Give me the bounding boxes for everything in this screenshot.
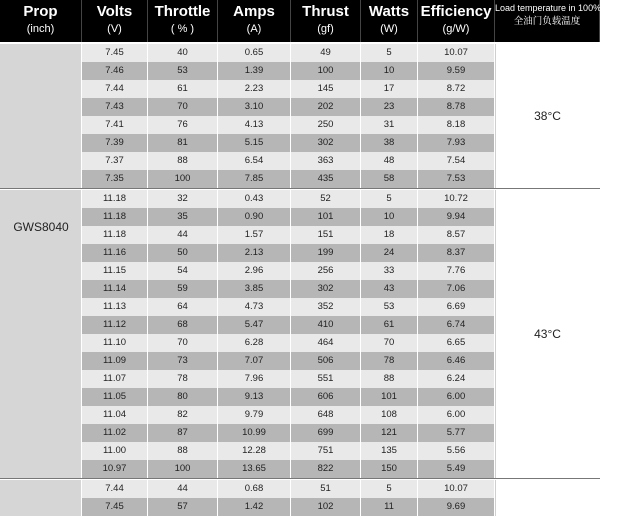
header-unit: (W) bbox=[380, 23, 398, 35]
watts-value: 135 bbox=[361, 442, 418, 460]
header-title: Prop bbox=[23, 3, 58, 20]
throttle-value: 44 bbox=[148, 480, 218, 498]
thrust-value: 435 bbox=[291, 170, 361, 188]
amps-value: 7.85 bbox=[218, 170, 291, 188]
watts-value: 48 bbox=[361, 152, 418, 170]
header-volts bbox=[82, 0, 148, 42]
amps-value: 4.73 bbox=[218, 298, 291, 316]
amps-value: 4.13 bbox=[218, 116, 291, 134]
table-row bbox=[82, 98, 495, 116]
header-watts bbox=[361, 0, 418, 42]
temperature-label: 43°C bbox=[534, 327, 561, 341]
throttle-value: 100 bbox=[148, 170, 218, 188]
volts-value: 11.12 bbox=[82, 316, 148, 334]
table-row bbox=[82, 388, 495, 406]
table-row bbox=[82, 116, 495, 134]
header-unit: (V) bbox=[107, 23, 122, 35]
throttle-value: 40 bbox=[148, 44, 218, 62]
throttle-value: 61 bbox=[148, 80, 218, 98]
efficiency-value: 5.56 bbox=[418, 442, 495, 460]
efficiency-value: 7.06 bbox=[418, 280, 495, 298]
thrust-value: 202 bbox=[291, 98, 361, 116]
temperature-cell bbox=[495, 480, 600, 516]
amps-value: 9.79 bbox=[218, 406, 291, 424]
watts-value: 78 bbox=[361, 352, 418, 370]
efficiency-value: 6.69 bbox=[418, 298, 495, 316]
header-thrust bbox=[291, 0, 361, 42]
header-title: Volts bbox=[96, 3, 133, 20]
table-row bbox=[82, 152, 495, 170]
thrust-value: 52 bbox=[291, 190, 361, 208]
volts-value: 11.14 bbox=[82, 280, 148, 298]
volts-value: 7.43 bbox=[82, 98, 148, 116]
table-row bbox=[82, 316, 495, 334]
throttle-value: 81 bbox=[148, 134, 218, 152]
throttle-value: 32 bbox=[148, 190, 218, 208]
efficiency-value: 6.00 bbox=[418, 388, 495, 406]
amps-value: 0.65 bbox=[218, 44, 291, 62]
volts-value: 11.16 bbox=[82, 244, 148, 262]
amps-value: 0.68 bbox=[218, 480, 291, 498]
table-row bbox=[82, 406, 495, 424]
throttle-value: 44 bbox=[148, 226, 218, 244]
watts-value: 88 bbox=[361, 370, 418, 388]
table-row bbox=[82, 334, 495, 352]
header-title: Amps bbox=[233, 3, 275, 20]
temperature-label: 38°C bbox=[534, 109, 561, 123]
header-amps bbox=[218, 0, 291, 42]
throttle-value: 70 bbox=[148, 98, 218, 116]
efficiency-value: 5.77 bbox=[418, 424, 495, 442]
amps-value: 0.43 bbox=[218, 190, 291, 208]
prop-cell bbox=[0, 480, 82, 516]
watts-value: 70 bbox=[361, 334, 418, 352]
table-row bbox=[82, 352, 495, 370]
efficiency-value: 8.18 bbox=[418, 116, 495, 134]
volts-value: 11.15 bbox=[82, 262, 148, 280]
watts-value: 38 bbox=[361, 134, 418, 152]
thrust-value: 302 bbox=[291, 280, 361, 298]
amps-value: 2.13 bbox=[218, 244, 291, 262]
thrust-value: 506 bbox=[291, 352, 361, 370]
thrust-value: 822 bbox=[291, 460, 361, 478]
header-load-temperature bbox=[495, 0, 631, 42]
thrust-value: 51 bbox=[291, 480, 361, 498]
header-unit: (A) bbox=[246, 23, 262, 35]
thrust-value: 199 bbox=[291, 244, 361, 262]
volts-value: 7.45 bbox=[82, 44, 148, 62]
throttle-value: 64 bbox=[148, 298, 218, 316]
volts-value: 11.18 bbox=[82, 226, 148, 244]
table-row bbox=[82, 80, 495, 98]
throttle-value: 59 bbox=[148, 280, 218, 298]
thrust-value: 256 bbox=[291, 262, 361, 280]
efficiency-value: 7.53 bbox=[418, 170, 495, 188]
volts-value: 11.05 bbox=[82, 388, 148, 406]
efficiency-value: 8.37 bbox=[418, 244, 495, 262]
volts-value: 7.35 bbox=[82, 170, 148, 188]
throttle-value: 73 bbox=[148, 352, 218, 370]
thrust-value: 102 bbox=[291, 498, 361, 516]
efficiency-value: 8.57 bbox=[418, 226, 495, 244]
table-row bbox=[82, 460, 495, 478]
volts-value: 10.97 bbox=[82, 460, 148, 478]
volts-value: 11.00 bbox=[82, 442, 148, 460]
table-row bbox=[82, 424, 495, 442]
volts-value: 11.18 bbox=[82, 208, 148, 226]
amps-value: 1.42 bbox=[218, 498, 291, 516]
amps-value: 7.07 bbox=[218, 352, 291, 370]
watts-value: 61 bbox=[361, 316, 418, 334]
volts-value: 7.46 bbox=[82, 62, 148, 80]
volts-value: 11.07 bbox=[82, 370, 148, 388]
throttle-value: 82 bbox=[148, 406, 218, 424]
throttle-value: 87 bbox=[148, 424, 218, 442]
watts-value: 31 bbox=[361, 116, 418, 134]
amps-value: 6.28 bbox=[218, 334, 291, 352]
table-row bbox=[82, 442, 495, 460]
table-row bbox=[82, 190, 495, 208]
throttle-value: 70 bbox=[148, 334, 218, 352]
amps-value: 10.99 bbox=[218, 424, 291, 442]
header-unit: (g/W) bbox=[442, 23, 470, 35]
efficiency-value: 9.59 bbox=[418, 62, 495, 80]
watts-value: 43 bbox=[361, 280, 418, 298]
efficiency-value: 7.76 bbox=[418, 262, 495, 280]
thrust-value: 606 bbox=[291, 388, 361, 406]
volts-value: 7.44 bbox=[82, 480, 148, 498]
watts-value: 5 bbox=[361, 480, 418, 498]
thrust-value: 410 bbox=[291, 316, 361, 334]
table-row bbox=[82, 134, 495, 152]
efficiency-value: 6.00 bbox=[418, 406, 495, 424]
throttle-value: 78 bbox=[148, 370, 218, 388]
volts-value: 11.18 bbox=[82, 190, 148, 208]
thrust-value: 648 bbox=[291, 406, 361, 424]
thrust-value: 101 bbox=[291, 208, 361, 226]
table-row bbox=[82, 480, 495, 498]
watts-value: 58 bbox=[361, 170, 418, 188]
volts-value: 7.41 bbox=[82, 116, 148, 134]
efficiency-value: 8.78 bbox=[418, 98, 495, 116]
efficiency-value: 6.24 bbox=[418, 370, 495, 388]
efficiency-value: 6.74 bbox=[418, 316, 495, 334]
header-unit: ( % ) bbox=[170, 23, 195, 35]
amps-value: 3.85 bbox=[218, 280, 291, 298]
table-row bbox=[82, 244, 495, 262]
watts-value: 24 bbox=[361, 244, 418, 262]
volts-value: 7.44 bbox=[82, 80, 148, 98]
efficiency-value: 10.07 bbox=[418, 44, 495, 62]
watts-value: 18 bbox=[361, 226, 418, 244]
amps-value: 12.28 bbox=[218, 442, 291, 460]
header-title: Efficiency bbox=[420, 3, 492, 20]
thrust-value: 363 bbox=[291, 152, 361, 170]
group-divider bbox=[0, 478, 600, 479]
thrust-value: 100 bbox=[291, 62, 361, 80]
table-row bbox=[82, 226, 495, 244]
volts-value: 11.13 bbox=[82, 298, 148, 316]
header-throttle bbox=[148, 0, 218, 42]
efficiency-value: 7.54 bbox=[418, 152, 495, 170]
table-row bbox=[82, 262, 495, 280]
efficiency-value: 5.49 bbox=[418, 460, 495, 478]
volts-value: 7.45 bbox=[82, 498, 148, 516]
amps-value: 2.96 bbox=[218, 262, 291, 280]
thrust-value: 352 bbox=[291, 298, 361, 316]
table-row bbox=[82, 498, 495, 516]
efficiency-value: 9.94 bbox=[418, 208, 495, 226]
header-title: Watts bbox=[368, 3, 410, 20]
amps-value: 13.65 bbox=[218, 460, 291, 478]
throttle-value: 68 bbox=[148, 316, 218, 334]
table-row bbox=[82, 370, 495, 388]
amps-value: 0.90 bbox=[218, 208, 291, 226]
volts-value: 11.02 bbox=[82, 424, 148, 442]
throttle-value: 88 bbox=[148, 152, 218, 170]
thrust-value: 464 bbox=[291, 334, 361, 352]
thrust-value: 551 bbox=[291, 370, 361, 388]
throttle-value: 53 bbox=[148, 62, 218, 80]
watts-value: 17 bbox=[361, 80, 418, 98]
thrust-value: 699 bbox=[291, 424, 361, 442]
watts-value: 23 bbox=[361, 98, 418, 116]
throttle-value: 50 bbox=[148, 244, 218, 262]
watts-value: 101 bbox=[361, 388, 418, 406]
amps-value: 5.47 bbox=[218, 316, 291, 334]
throttle-value: 54 bbox=[148, 262, 218, 280]
watts-value: 53 bbox=[361, 298, 418, 316]
watts-value: 5 bbox=[361, 44, 418, 62]
thrust-value: 145 bbox=[291, 80, 361, 98]
table-row bbox=[82, 44, 495, 62]
throttle-value: 100 bbox=[148, 460, 218, 478]
table-row bbox=[82, 62, 495, 80]
thrust-value: 751 bbox=[291, 442, 361, 460]
throttle-value: 80 bbox=[148, 388, 218, 406]
table-row bbox=[82, 170, 495, 188]
header-efficiency bbox=[418, 0, 495, 42]
prop-name: GWS8040 bbox=[13, 220, 69, 234]
thrust-value: 151 bbox=[291, 226, 361, 244]
header-unit: (inch) bbox=[26, 23, 55, 35]
watts-value: 11 bbox=[361, 498, 418, 516]
volts-value: 7.39 bbox=[82, 134, 148, 152]
efficiency-value: 7.93 bbox=[418, 134, 495, 152]
amps-value: 7.96 bbox=[218, 370, 291, 388]
amps-value: 3.10 bbox=[218, 98, 291, 116]
volts-value: 11.10 bbox=[82, 334, 148, 352]
header-title: Throttle bbox=[154, 3, 211, 20]
amps-value: 6.54 bbox=[218, 152, 291, 170]
group-divider bbox=[0, 188, 600, 189]
volts-value: 7.37 bbox=[82, 152, 148, 170]
throttle-value: 88 bbox=[148, 442, 218, 460]
amps-value: 9.13 bbox=[218, 388, 291, 406]
throttle-value: 76 bbox=[148, 116, 218, 134]
throttle-value: 57 bbox=[148, 498, 218, 516]
thrust-value: 250 bbox=[291, 116, 361, 134]
header-unit: 全油门负载温度 bbox=[513, 16, 581, 27]
watts-value: 108 bbox=[361, 406, 418, 424]
efficiency-value: 9.69 bbox=[418, 498, 495, 516]
amps-value: 1.39 bbox=[218, 62, 291, 80]
watts-value: 121 bbox=[361, 424, 418, 442]
throttle-value: 35 bbox=[148, 208, 218, 226]
efficiency-value: 8.72 bbox=[418, 80, 495, 98]
amps-value: 5.15 bbox=[218, 134, 291, 152]
efficiency-value: 6.46 bbox=[418, 352, 495, 370]
table-row bbox=[82, 280, 495, 298]
volts-value: 11.04 bbox=[82, 406, 148, 424]
efficiency-value: 10.72 bbox=[418, 190, 495, 208]
table-row bbox=[82, 298, 495, 316]
amps-value: 2.23 bbox=[218, 80, 291, 98]
prop-cell bbox=[0, 44, 82, 188]
volts-value: 11.09 bbox=[82, 352, 148, 370]
thrust-value: 302 bbox=[291, 134, 361, 152]
header-title: Load temperature in 100% throttle bbox=[495, 3, 631, 13]
efficiency-value: 10.07 bbox=[418, 480, 495, 498]
watts-value: 33 bbox=[361, 262, 418, 280]
watts-value: 150 bbox=[361, 460, 418, 478]
header-prop bbox=[0, 0, 82, 42]
thrust-value: 49 bbox=[291, 44, 361, 62]
watts-value: 10 bbox=[361, 62, 418, 80]
header-unit: (gf) bbox=[317, 23, 334, 35]
amps-value: 1.57 bbox=[218, 226, 291, 244]
watts-value: 10 bbox=[361, 208, 418, 226]
header-title: Thrust bbox=[302, 3, 349, 20]
watts-value: 5 bbox=[361, 190, 418, 208]
efficiency-value: 6.65 bbox=[418, 334, 495, 352]
table-row bbox=[82, 208, 495, 226]
